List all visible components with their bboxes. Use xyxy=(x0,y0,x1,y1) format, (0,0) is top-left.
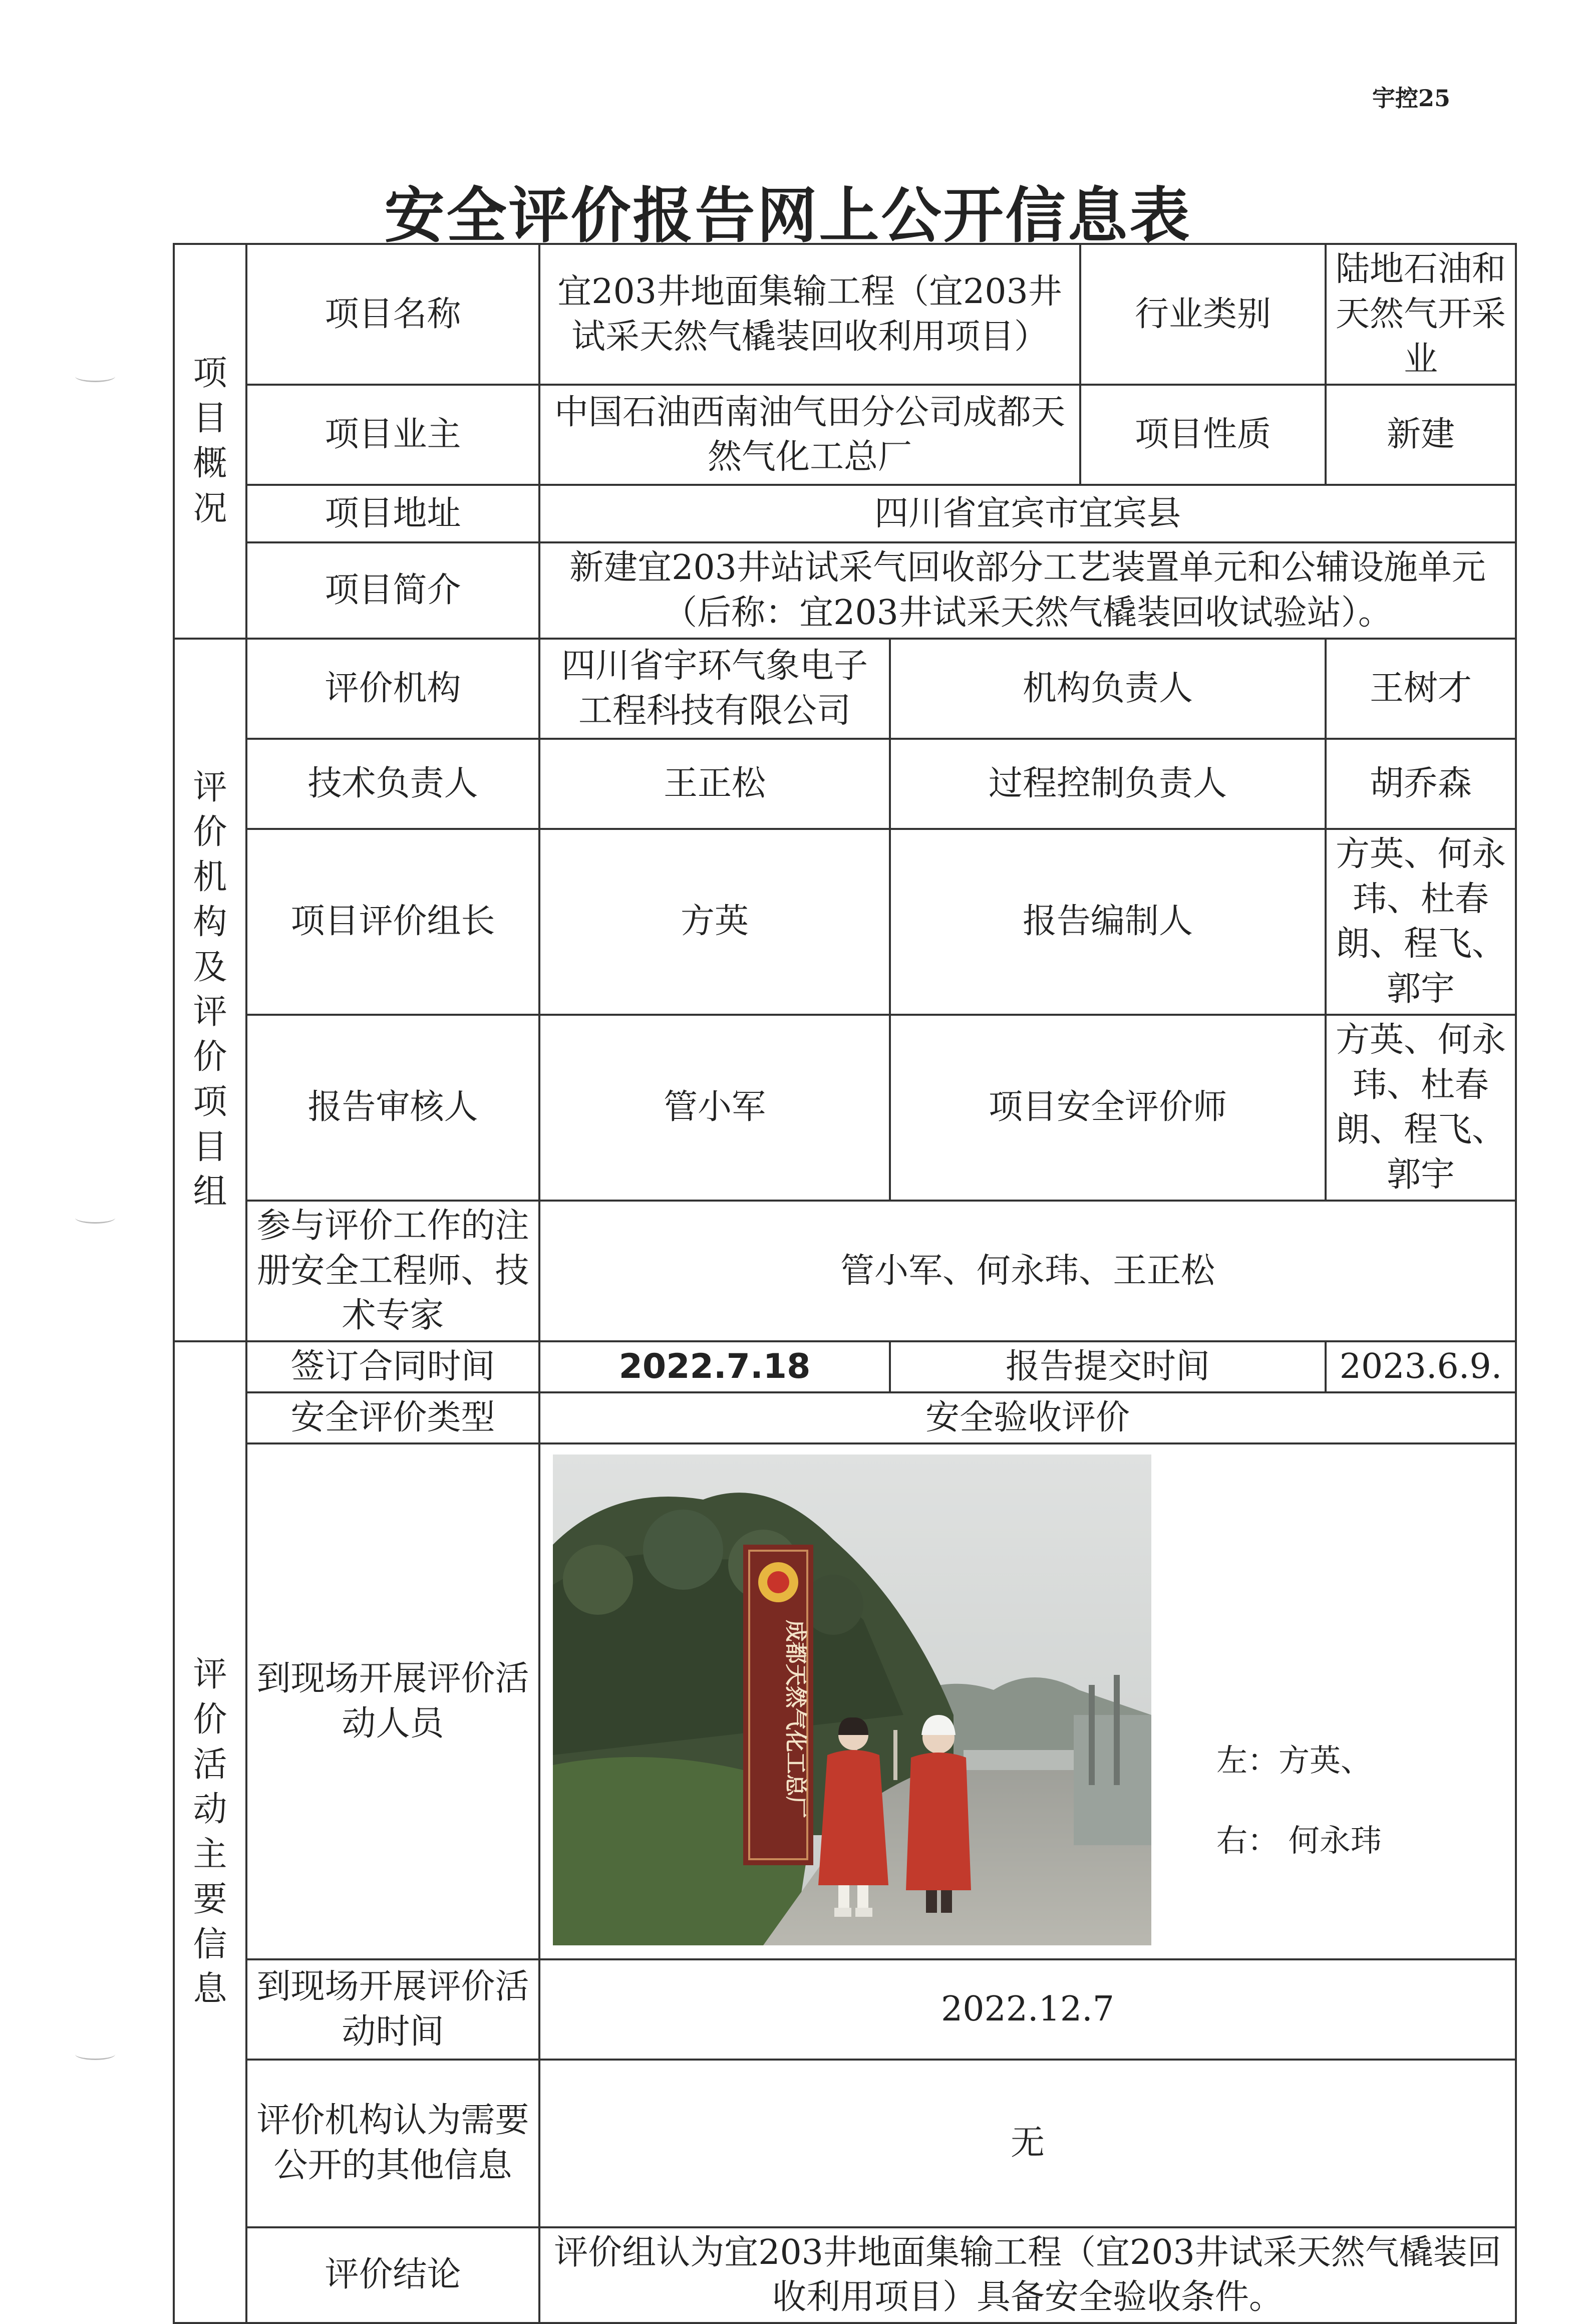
agency-label: 评价机构 xyxy=(246,639,539,739)
onsite-time-label: 到现场开展评价活动时间 xyxy=(246,1959,539,2060)
conclusion-label: 评价结论 xyxy=(246,2227,539,2323)
section-label: 评价机构及评价项目组 xyxy=(193,767,227,1212)
reviewer-value: 管小军 xyxy=(539,1015,890,1201)
onsite-staff-label: 到现场开展评价活动人员 xyxy=(246,1443,539,1959)
row-conclusion xyxy=(174,2227,1516,2323)
binder-hole-mark xyxy=(75,371,115,382)
tech-lead-label: 技术负责人 xyxy=(246,739,539,829)
row-project-address xyxy=(174,485,1516,542)
row-contract xyxy=(174,1341,1516,1392)
project-name-value: 宜203井地面集输工程（宜203井试采天然气橇装回收利用项目） xyxy=(539,244,1080,385)
conclusion-value: 评价组认为宜203井地面集输工程（宜203井试采天然气橇装回收利用项目）具备安全验收条件。 xyxy=(539,2227,1516,2323)
page-title: 安全评价报告网上公开信息表 xyxy=(384,180,1192,251)
row-experts xyxy=(174,1201,1516,1341)
onsite-photo-cell xyxy=(539,1443,1516,1959)
assessment-type-label: 安全评价类型 xyxy=(246,1392,539,1443)
team-leader-label: 项目评价组长 xyxy=(246,829,539,1015)
tech-lead-value: 王正松 xyxy=(539,739,890,829)
row-tech xyxy=(174,739,1516,829)
section-overview xyxy=(174,244,246,639)
binder-hole-mark xyxy=(75,2049,115,2060)
submit-date-label: 报告提交时间 xyxy=(890,1341,1326,1392)
row-type xyxy=(174,1392,1516,1443)
project-name-label: 项目名称 xyxy=(246,244,539,385)
section-activity xyxy=(174,1341,246,2323)
safety-assessor-label: 项目安全评价师 xyxy=(890,1015,1326,1201)
info-table xyxy=(173,243,1517,2324)
contract-date-value: 2022.7.18 xyxy=(539,1341,890,1392)
row-staff xyxy=(174,1443,1516,1959)
report-writer-value: 方英、何永玮、杜春朗、程飞、郭宇 xyxy=(1326,829,1516,1015)
photo-caption-right: 右： 何永玮 xyxy=(1216,1822,1382,1859)
row-leader xyxy=(174,829,1516,1015)
contract-date-label: 签订合同时间 xyxy=(246,1341,539,1392)
section-label: 评价活动主要信息 xyxy=(193,1655,227,2009)
agency-head-label: 机构负责人 xyxy=(890,639,1326,739)
other-info-label: 评价机构认为需要公开的其他信息 xyxy=(246,2060,539,2227)
onsite-photo-image xyxy=(553,1455,1151,1945)
safety-assessor-value: 方英、何永玮、杜春朗、程飞、郭宇 xyxy=(1326,1015,1516,1201)
report-writer-label: 报告编制人 xyxy=(890,829,1326,1015)
section-label: 项目概况 xyxy=(193,354,227,528)
project-intro-value: 新建宜203井站试采气回收部分工艺装置单元和公辅设施单元（后称：宜203井试采天然气橇装回收试验站）。 xyxy=(539,542,1516,639)
onsite-time-value: 2022.12.7 xyxy=(539,1959,1516,2060)
industry-value: 陆地石油和天然气开采业 xyxy=(1326,244,1516,385)
row-project-intro xyxy=(174,542,1516,639)
row-other xyxy=(174,2060,1516,2227)
project-nature-value: 新建 xyxy=(1326,385,1516,485)
row-project-owner xyxy=(174,385,1516,485)
assessment-type-value: 安全验收评价 xyxy=(539,1392,1516,1443)
row-time xyxy=(174,1959,1516,2060)
project-nature-label: 项目性质 xyxy=(1080,385,1326,485)
agency-head-value: 王树才 xyxy=(1326,639,1516,739)
project-owner-value: 中国石油西南油气田分公司成都天然气化工总厂 xyxy=(539,385,1080,485)
row-agency xyxy=(174,639,1516,739)
other-info-value: 无 xyxy=(539,2060,1516,2227)
process-control-label: 过程控制负责人 xyxy=(890,739,1326,829)
team-leader-value: 方英 xyxy=(539,829,890,1015)
row-reviewer xyxy=(174,1015,1516,1201)
onsite-photo xyxy=(553,1455,1151,1945)
project-owner-label: 项目业主 xyxy=(246,385,539,485)
project-address-value: 四川省宜宾市宜宾县 xyxy=(539,485,1516,542)
experts-label: 参与评价工作的注册安全工程师、技术专家 xyxy=(246,1201,539,1341)
project-address-label: 项目地址 xyxy=(246,485,539,542)
project-intro-label: 项目简介 xyxy=(246,542,539,639)
sign-text: 成都天然气化工总厂 xyxy=(783,1619,808,1818)
row-project-name xyxy=(174,244,1516,385)
section-org xyxy=(174,639,246,1341)
experts-value: 管小军、何永玮、王正松 xyxy=(539,1201,1516,1341)
industry-label: 行业类别 xyxy=(1080,244,1326,385)
agency-value: 四川省宇环气象电子工程科技有限公司 xyxy=(539,639,890,739)
reviewer-label: 报告审核人 xyxy=(246,1015,539,1201)
photo-caption-left: 左：方英、 xyxy=(1216,1741,1372,1779)
submit-date-value: 2023.6.9. xyxy=(1326,1341,1516,1392)
process-control-value: 胡乔森 xyxy=(1326,739,1516,829)
binder-hole-mark xyxy=(75,1212,115,1224)
document-code: 宇控25 xyxy=(1372,85,1451,112)
